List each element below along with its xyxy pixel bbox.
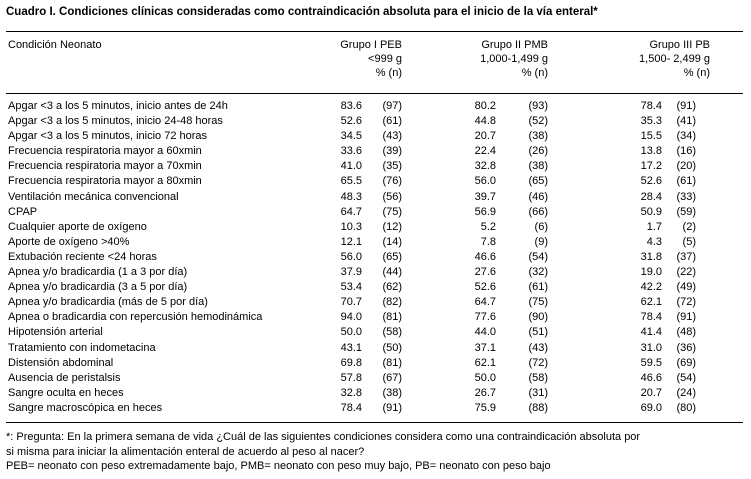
cell-p3: 19.0 xyxy=(640,266,662,279)
top-rule xyxy=(6,31,743,32)
cell-n1: (91) xyxy=(382,401,402,414)
cell-p2: 64.7 xyxy=(474,296,496,309)
header-group-3-weight: 1,500- 2,499 g xyxy=(639,53,710,65)
table-row xyxy=(0,235,751,250)
footnote xyxy=(6,430,746,474)
cell-n1: (50) xyxy=(382,341,402,354)
cell-n3: (34) xyxy=(676,130,696,143)
cell-cond: Extubación reciente <24 horas xyxy=(8,250,157,263)
table-row xyxy=(0,310,751,325)
cell-p3: 20.7 xyxy=(640,386,662,399)
cell-n2: (88) xyxy=(528,401,548,414)
cell-cond: Aporte de oxígeno >40% xyxy=(8,235,130,248)
cell-n2: (90) xyxy=(528,311,548,324)
cell-n1: (39) xyxy=(382,145,402,158)
cell-n2: (72) xyxy=(528,356,548,369)
cell-p2: 56.9 xyxy=(474,205,496,218)
cell-n3: (37) xyxy=(676,250,696,263)
cell-p1: 43.1 xyxy=(340,341,362,354)
cell-n2: (93) xyxy=(528,100,548,112)
cell-cond: CPAP xyxy=(8,205,38,218)
cell-n1: (75) xyxy=(382,205,402,218)
cell-p1: 41.0 xyxy=(340,160,362,173)
cell-p2: 75.9 xyxy=(474,401,496,414)
cell-p2: 44.8 xyxy=(474,115,496,128)
cell-n1: (44) xyxy=(382,266,402,279)
cell-cond: Ventilación mecánica convencional xyxy=(8,190,179,203)
cell-p1: 48.3 xyxy=(340,190,362,203)
cell-p2: 80.2 xyxy=(474,100,496,112)
cell-n1: (61) xyxy=(382,115,402,128)
cell-p1: 83.6 xyxy=(340,100,362,112)
footnote-line-1: *: Pregunta: En la primera semana de vida ¿Cuál de las siguientes condiciones considera como una contraindicación absoluta por xyxy=(6,431,641,443)
cell-n1: (82) xyxy=(382,296,402,309)
cell-n2: (32) xyxy=(528,266,548,279)
cell-p1: 69.8 xyxy=(340,356,362,369)
cell-n2: (52) xyxy=(528,115,548,128)
cell-n3: (49) xyxy=(676,281,696,294)
cell-p2: 44.0 xyxy=(474,326,496,339)
cell-cond: Frecuencia respiratoria mayor a 60xmin xyxy=(8,145,202,158)
cell-p2: 39.7 xyxy=(474,190,496,203)
cell-n3: (91) xyxy=(676,311,696,324)
cell-n1: (58) xyxy=(382,326,402,339)
header-group-3 xyxy=(620,38,710,80)
cell-p1: 65.5 xyxy=(340,175,362,188)
cell-p3: 50.9 xyxy=(640,205,662,218)
cell-n1: (67) xyxy=(382,371,402,384)
cell-cond: Sangre oculta en heces xyxy=(8,386,124,399)
cell-n1: (81) xyxy=(382,356,402,369)
header-group-3-name: Grupo III PB xyxy=(649,39,710,51)
cell-p2: 62.1 xyxy=(474,356,496,369)
table-row xyxy=(0,386,751,401)
cell-n2: (43) xyxy=(528,341,548,354)
cell-cond: Frecuencia respiratoria mayor a 70xmin xyxy=(8,160,202,173)
header-group-1-name: Grupo I PEB xyxy=(340,39,402,51)
table-row xyxy=(0,250,751,265)
table-row xyxy=(0,401,751,416)
cell-n1: (35) xyxy=(382,160,402,173)
bottom-rule xyxy=(6,422,743,423)
cell-cond: Ausencia de peristalsis xyxy=(8,371,121,384)
cell-cond: Sangre macroscópica en heces xyxy=(8,401,163,414)
footnote-line-2: si misma para iniciar la alimentación enteral de acuerdo al peso al nacer? xyxy=(6,445,365,458)
cell-p2: 46.6 xyxy=(474,250,496,263)
cell-p3: 31.8 xyxy=(640,250,662,263)
cell-p3: 78.4 xyxy=(640,100,662,112)
cell-p3: 31.0 xyxy=(640,341,662,354)
cell-n3: (2) xyxy=(682,220,696,233)
cell-n2: (54) xyxy=(528,250,548,263)
table-row xyxy=(0,114,751,129)
cell-p3: 59.5 xyxy=(640,356,662,369)
cell-n1: (81) xyxy=(382,311,402,324)
cell-n1: (65) xyxy=(382,250,402,263)
cell-cond: Apnea y/o bradicardia (más de 5 por día) xyxy=(8,296,208,309)
header-group-2 xyxy=(460,38,548,80)
cell-p3: 78.4 xyxy=(640,311,662,324)
cell-n2: (65) xyxy=(528,175,548,188)
cell-n3: (22) xyxy=(676,266,696,279)
table-row xyxy=(0,265,751,280)
cell-n3: (20) xyxy=(676,160,696,173)
table-row xyxy=(0,325,751,340)
cell-p2: 22.4 xyxy=(474,145,496,158)
cell-n3: (24) xyxy=(676,386,696,399)
cell-p2: 77.6 xyxy=(474,311,496,324)
header-group-3-units: % (n) xyxy=(683,67,710,79)
cell-n3: (69) xyxy=(676,356,696,369)
cell-n3: (16) xyxy=(676,145,696,158)
cell-p3: 46.6 xyxy=(640,371,662,384)
table-row xyxy=(0,159,751,174)
cell-n2: (26) xyxy=(528,145,548,158)
table-row xyxy=(0,220,751,235)
table-row xyxy=(0,280,751,295)
cell-p2: 56.0 xyxy=(474,175,496,188)
cell-p2: 32.8 xyxy=(474,160,496,173)
cell-p3: 28.4 xyxy=(640,190,662,203)
cell-cond: Apnea y/o bradicardia (1 a 3 por día) xyxy=(8,266,188,279)
cell-p1: 37.9 xyxy=(340,266,362,279)
cell-p3: 35.3 xyxy=(640,115,662,128)
header-group-1 xyxy=(320,38,402,80)
table-row xyxy=(0,341,751,356)
cell-p2: 27.6 xyxy=(474,266,496,279)
table-row xyxy=(0,190,751,205)
cell-cond: Hipotensión arterial xyxy=(8,326,103,339)
header-group-1-units: % (n) xyxy=(375,67,402,79)
cell-p1: 34.5 xyxy=(340,130,362,143)
cell-n2: (66) xyxy=(528,205,548,218)
cell-p3: 52.6 xyxy=(640,175,662,188)
cell-p1: 33.6 xyxy=(340,145,362,158)
cell-cond: Apgar <3 a los 5 minutos, inicio antes de 24h xyxy=(8,100,228,112)
cell-p2: 5.2 xyxy=(480,220,496,233)
cell-cond: Apnea o bradicardia con repercusión hemodinámica xyxy=(8,311,263,324)
cell-p1: 32.8 xyxy=(340,386,362,399)
cell-n3: (33) xyxy=(676,190,696,203)
cell-p1: 56.0 xyxy=(340,250,362,263)
header-condition: Condición Neonato xyxy=(8,39,102,51)
cell-n2: (31) xyxy=(528,386,548,399)
cell-n1: (56) xyxy=(382,190,402,203)
cell-n3: (72) xyxy=(676,296,696,309)
cell-n3: (91) xyxy=(676,100,696,112)
cell-p1: 70.7 xyxy=(340,296,362,309)
cell-p1: 78.4 xyxy=(340,401,362,414)
cell-n1: (97) xyxy=(382,100,402,112)
table-row xyxy=(0,144,751,159)
table-row xyxy=(0,174,751,189)
cell-p1: 64.7 xyxy=(340,205,362,218)
cell-p2: 7.8 xyxy=(480,235,496,248)
table-row xyxy=(0,295,751,310)
cell-n2: (38) xyxy=(528,130,548,143)
cell-p3: 17.2 xyxy=(640,160,662,173)
cell-cond: Frecuencia respiratoria mayor a 80xmin xyxy=(8,175,202,188)
cell-p2: 52.6 xyxy=(474,281,496,294)
cell-n3: (61) xyxy=(676,175,696,188)
header-group-2-name: Grupo II PMB xyxy=(481,39,548,51)
table-row xyxy=(0,129,751,144)
cell-n2: (46) xyxy=(528,190,548,203)
cell-p3: 15.5 xyxy=(640,130,662,143)
cell-n2: (58) xyxy=(528,371,548,384)
table-row xyxy=(0,356,751,371)
cell-cond: Apgar <3 a los 5 minutos, inicio 24-48 horas xyxy=(8,115,223,128)
cell-p1: 50.0 xyxy=(340,326,362,339)
cell-cond: Cualquier aporte de oxígeno xyxy=(8,220,147,233)
cell-p1: 94.0 xyxy=(340,311,362,324)
cell-p2: 26.7 xyxy=(474,386,496,399)
cell-p3: 1.7 xyxy=(646,220,662,233)
header-group-2-weight: 1,000-1,499 g xyxy=(480,53,548,65)
cell-n2: (9) xyxy=(534,235,548,248)
cell-n3: (59) xyxy=(676,205,696,218)
footnote-line-3: PEB= neonato con peso extremadamente bajo, PMB= neonato con peso muy bajo, PB= neonato con peso bajo xyxy=(6,460,551,472)
cell-cond: Tratamiento con indometacina xyxy=(8,341,156,354)
cell-cond: Distensión abdominal xyxy=(8,356,114,369)
cell-n2: (6) xyxy=(534,220,548,233)
cell-n3: (54) xyxy=(676,371,696,384)
cell-p2: 20.7 xyxy=(474,130,496,143)
cell-p3: 13.8 xyxy=(640,145,662,158)
cell-p2: 50.0 xyxy=(474,371,496,384)
cell-n1: (62) xyxy=(382,281,402,294)
cell-p1: 12.1 xyxy=(340,235,362,248)
cell-cond: Apnea y/o bradicardia (3 a 5 por día) xyxy=(8,281,188,294)
cell-p1: 57.8 xyxy=(340,371,362,384)
cell-n1: (43) xyxy=(382,130,402,143)
cell-n3: (36) xyxy=(676,341,696,354)
table-body xyxy=(0,99,751,416)
cell-p3: 62.1 xyxy=(640,296,662,309)
cell-n2: (61) xyxy=(528,281,548,294)
table-row xyxy=(0,99,751,114)
cell-n1: (38) xyxy=(382,386,402,399)
header-rule xyxy=(6,93,743,94)
cell-p1: 10.3 xyxy=(340,220,362,233)
cell-p1: 52.6 xyxy=(340,115,362,128)
cell-p2: 37.1 xyxy=(474,341,496,354)
header-group-2-units: % (n) xyxy=(521,67,548,79)
cell-p1: 53.4 xyxy=(340,281,362,294)
cell-n1: (12) xyxy=(382,220,402,233)
header-group-1-weight: <999 g xyxy=(368,53,402,65)
cell-p3: 4.3 xyxy=(646,235,662,248)
cell-n1: (14) xyxy=(382,235,402,248)
table-row xyxy=(0,371,751,386)
cell-n3: (48) xyxy=(676,326,696,339)
cell-n1: (76) xyxy=(382,175,402,188)
table-row xyxy=(0,205,751,220)
cell-p3: 42.2 xyxy=(640,281,662,294)
cell-n2: (38) xyxy=(528,160,548,173)
cell-p3: 69.0 xyxy=(640,401,662,414)
cell-n3: (80) xyxy=(676,401,696,414)
cell-n2: (51) xyxy=(528,326,548,339)
cell-n3: (5) xyxy=(682,235,696,248)
table-title: Cuadro I. Condiciones clínicas consideradas como contraindicación absoluta para el inicio de la vía enteral* xyxy=(6,6,598,18)
cell-p3: 41.4 xyxy=(640,326,662,339)
cell-n3: (41) xyxy=(676,115,696,128)
cell-n2: (75) xyxy=(528,296,548,309)
cell-cond: Apgar <3 a los 5 minutos, inicio 72 horas xyxy=(8,130,208,143)
